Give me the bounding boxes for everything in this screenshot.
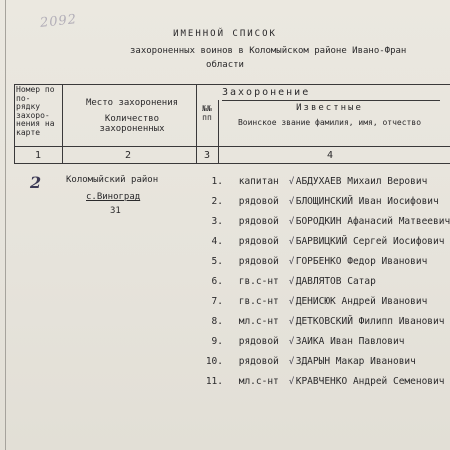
- header-burial-count: Количество захороненных: [99, 114, 165, 134]
- surname: БАРВИЦКИЙ: [295, 236, 348, 247]
- header-burial-place: Место захоронения: [85, 98, 179, 108]
- check-mark-icon: √: [288, 197, 295, 207]
- rank: рядовой: [238, 216, 279, 227]
- list-item: [195, 336, 404, 354]
- rank: рядовой: [238, 336, 279, 347]
- surname: БОРОДКИН: [295, 216, 342, 227]
- given-name: Сатар: [347, 276, 376, 287]
- surname: АБДУХАЕВ: [295, 176, 342, 187]
- row-number: 3.: [211, 216, 223, 227]
- rank: рядовой: [238, 356, 279, 367]
- rank: рядовой: [238, 256, 279, 267]
- header-burial: Захоронение: [222, 87, 311, 98]
- surname: ЗДАРЫН: [295, 356, 331, 367]
- check-mark-icon: √: [288, 377, 295, 387]
- burial-count: 31: [110, 206, 121, 216]
- column-number-4: 4: [326, 150, 334, 161]
- given-name: Михаил Верович: [347, 176, 428, 187]
- surname: БЛОЩИНСКИЙ: [295, 196, 353, 207]
- row-number: 11.: [205, 376, 223, 387]
- list-item: [195, 196, 439, 214]
- row-number: 4.: [211, 236, 223, 247]
- surname: ЗАИКА: [295, 336, 325, 347]
- list-item: [195, 236, 444, 254]
- given-name: Андрей Семенович: [352, 376, 445, 387]
- header-rank-name: Воинское звание фамилия, имя, отчество: [237, 118, 422, 127]
- handwritten-reference-number: 2092: [39, 12, 78, 31]
- check-mark-icon: √: [288, 237, 295, 247]
- surname: ДЕТКОВСКИЙ: [295, 316, 353, 327]
- column-divider-2: [196, 84, 197, 163]
- check-mark-icon: √: [288, 177, 295, 187]
- check-mark-icon: √: [288, 297, 295, 307]
- row-number: 9.: [211, 336, 223, 347]
- given-name: Андрей Иванович: [341, 296, 428, 307]
- row-number: 2.: [211, 196, 223, 207]
- given-name: Макар Иванович: [335, 356, 416, 367]
- check-mark-icon: √: [288, 317, 295, 327]
- rank: рядовой: [238, 196, 279, 207]
- document-subtitle-continuation: области: [206, 60, 244, 70]
- check-mark-icon: √: [288, 357, 295, 367]
- burial-village: с.Виноград: [86, 192, 141, 202]
- rank: мл.с-нт: [238, 316, 279, 327]
- handwritten-map-number: 2: [30, 173, 42, 192]
- column-number-2: 2: [124, 150, 132, 161]
- given-name: Филипп Иванович: [358, 316, 445, 327]
- rank: гв.с-нт: [238, 276, 279, 287]
- surname: КРАВЧЕНКО: [295, 376, 348, 387]
- list-item: [195, 376, 444, 394]
- rank: рядовой: [238, 236, 279, 247]
- check-mark-icon: √: [288, 257, 295, 267]
- document-subtitle: захороненных воинов в Коломыйском районе Ивано-Фран: [130, 46, 407, 56]
- table-left-border: [14, 84, 15, 163]
- header-item-number: №№ пп: [202, 104, 212, 122]
- rank: мл.с-нт: [238, 376, 279, 387]
- given-name: Федор Иванович: [347, 256, 428, 267]
- document-title: ИМЕННОЙ СПИСОК: [173, 29, 277, 39]
- column-number-1: 1: [34, 150, 42, 161]
- row-number: 8.: [211, 316, 223, 327]
- list-item: [195, 176, 427, 194]
- surname: ДАВЛЯТОВ: [295, 276, 342, 287]
- row-number: 5.: [211, 256, 223, 267]
- column-number-3: 3: [203, 150, 211, 161]
- rank: капитан: [238, 176, 279, 187]
- list-item: [195, 296, 427, 314]
- given-name: Иван Павлович: [330, 336, 405, 347]
- table-header-bottom: [14, 146, 450, 147]
- column-number-bottom: [14, 163, 450, 164]
- given-name: Иван Иосифович: [358, 196, 439, 207]
- list-item: [195, 276, 376, 294]
- header-map-number: Номер по по- рядку захоро- нения на карте: [16, 85, 55, 137]
- check-mark-icon: √: [288, 277, 295, 287]
- surname: ДЕНИСЮК: [295, 296, 336, 307]
- list-item: [195, 316, 444, 334]
- list-item: [195, 216, 450, 234]
- row-number: 7.: [211, 296, 223, 307]
- surname: ГОРБЕНКО: [295, 256, 342, 267]
- given-name: Афанасий Матвеевич: [347, 216, 450, 227]
- rank: гв.с-нт: [238, 296, 279, 307]
- list-item: [195, 256, 427, 274]
- row-number: 10.: [205, 356, 223, 367]
- row-number: 1.: [211, 176, 223, 187]
- check-mark-icon: √: [288, 217, 295, 227]
- table-top-border: [14, 84, 450, 85]
- given-name: Сергей Иосифович: [352, 236, 445, 247]
- header-known: Известные: [296, 103, 363, 113]
- column-divider-3: [218, 100, 219, 163]
- check-mark-icon: √: [288, 337, 295, 347]
- row-number: 6.: [211, 276, 223, 287]
- column-divider-1: [62, 84, 63, 163]
- burial-district: Коломыйский район: [66, 175, 159, 185]
- header-divider-top: [222, 100, 440, 101]
- list-item: [195, 356, 416, 374]
